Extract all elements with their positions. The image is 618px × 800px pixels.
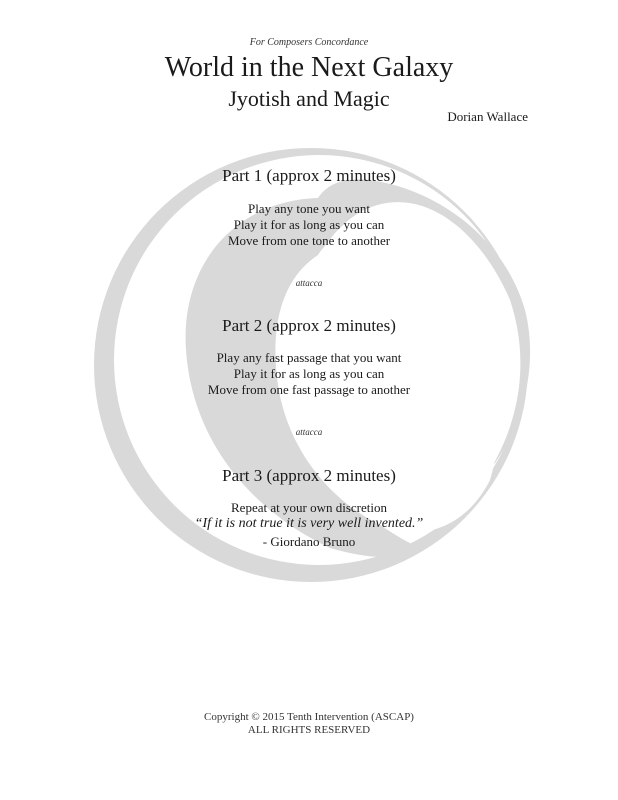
attacca-marking-1: attacca — [295, 278, 323, 288]
part-1-line-2: Play it for as long as you can — [233, 217, 385, 232]
bruno-quote: “If it is not true it is very well invented.” — [194, 516, 424, 531]
part-2-line-2: Play it for as long as you can — [233, 366, 385, 381]
copyright-notice: Copyright © 2015 Tenth Intervention (ASCAP) — [204, 711, 414, 723]
part-2-line-3: Move from one fast passage to another — [207, 382, 411, 397]
part-2-heading: Part 2 (approx 2 minutes) — [222, 316, 396, 335]
part-1-line-1: Play any tone you want — [247, 201, 371, 216]
part-2-line-1: Play any fast passage that you want — [216, 350, 402, 365]
dedication: For Composers Concordance — [249, 37, 369, 48]
rights-reserved: ALL RIGHTS RESERVED — [247, 724, 371, 736]
score-title: World in the Next Galaxy — [164, 52, 454, 83]
part-3-heading: Part 3 (approx 2 minutes) — [222, 466, 396, 485]
part-1-line-3: Move from one tone to another — [227, 233, 391, 248]
composer-name: Dorian Wallace — [447, 109, 528, 124]
quote-attribution: - Giordano Bruno — [262, 534, 356, 549]
attacca-marking-2: attacca — [295, 427, 323, 437]
part-1-heading: Part 1 (approx 2 minutes) — [222, 166, 396, 185]
score-subtitle: Jyotish and Magic — [228, 86, 390, 111]
part-3-line-1: Repeat at your own discretion — [231, 500, 387, 515]
